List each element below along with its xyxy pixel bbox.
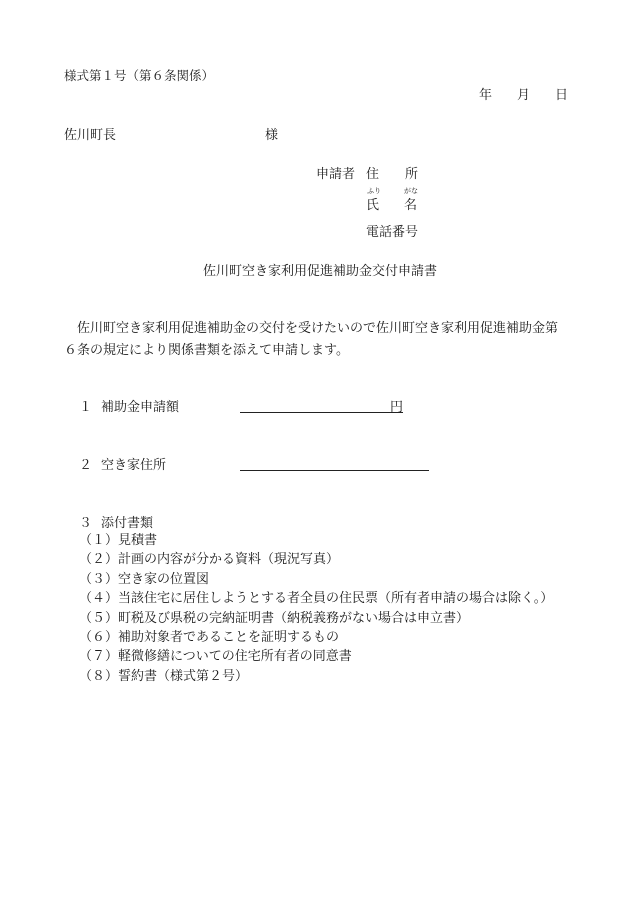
document-title: 佐川町空き家利用促進補助金交付申請書: [203, 264, 438, 279]
item1-unit: 円: [390, 400, 404, 415]
furigana-2: がな: [404, 187, 418, 195]
document-body: 佐川町空き家利用促進補助金の交付を受けたいので佐川町空き家利用促進補助金第６条の規定により関係書類を添えて申請します。: [64, 321, 559, 358]
item2-label: 空き家住所: [101, 458, 167, 473]
addressee-name: 佐川町長: [64, 128, 117, 143]
item1-amount-field[interactable]: [240, 396, 403, 413]
attachment-item: （６）補助対象者であることを証明するもの: [79, 630, 340, 646]
applicant-name-label: [366, 186, 426, 220]
attachment-item: （８）誓約書（様式第２号）: [79, 668, 249, 684]
item1-number: １: [79, 400, 93, 415]
item2-address-field[interactable]: [240, 454, 429, 471]
applicant-phone-label: 電話番号: [366, 225, 419, 240]
attachment-item: （５）町税及び県税の完納証明書（納税義務がない場合は申立書）: [79, 610, 470, 626]
attachment-item: （７）軽微修繕についての住宅所有者の同意書: [79, 649, 352, 665]
attachment-item: （４）当該住宅に居住しようとする者全員の住民票（所有者申請の場合は除く。）: [79, 591, 554, 607]
name-char-1: 氏: [366, 198, 380, 213]
date-month-label: 月: [517, 88, 531, 103]
name-char-2: 名: [404, 198, 418, 213]
date-year-label: 年: [479, 88, 493, 103]
furigana-1: ふり: [367, 187, 381, 195]
form-number: 様式第１号（第６条関係）: [64, 68, 215, 83]
date-day-label: 日: [555, 88, 569, 103]
applicant-address-label: 住 所: [366, 167, 419, 182]
item1-label: 補助金申請額: [101, 400, 180, 415]
applicant-label: 申請者: [316, 167, 356, 182]
attachment-item: （３）空き家の位置図: [79, 571, 210, 587]
attachment-item: （１）見積書: [79, 533, 158, 548]
addressee-honorific: 様: [265, 128, 279, 143]
attachment-item: （２）計画の内容が分かる資料（現況写真）: [79, 552, 340, 568]
item2-number: ２: [79, 458, 93, 473]
item3-label: 添付書類: [101, 516, 154, 531]
item3-number: ３: [79, 516, 93, 531]
attachment-list: [79, 531, 553, 686]
